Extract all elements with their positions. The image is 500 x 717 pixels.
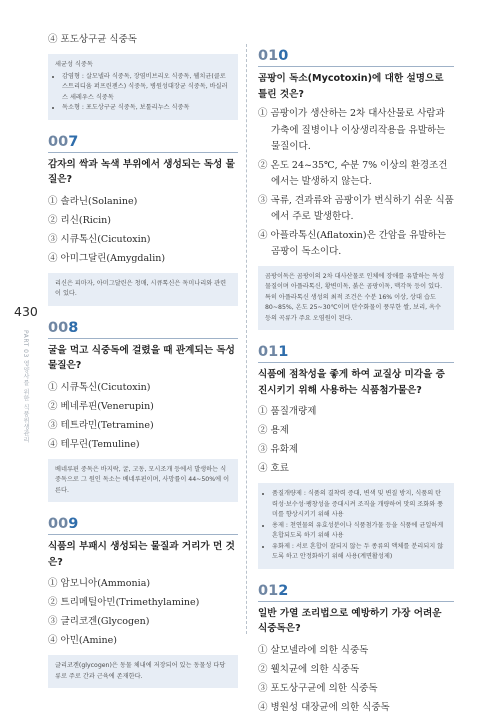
- question-text: 곰팡이 독소(Mycotoxin)에 대한 설명으로 틀린 것은?: [258, 73, 444, 100]
- column-divider: [246, 44, 247, 634]
- question-text: 굴을 먹고 식중독에 걸렸을 때 관계되는 독성물질은?: [48, 344, 235, 371]
- option: ② 베네루핀(Venerupin): [48, 400, 154, 412]
- question-number: [258, 583, 454, 602]
- page-number: 430: [14, 304, 38, 319]
- question-number: [48, 134, 238, 153]
- explanation-box: 리신은 피마자, 아미그달린은 청매, 시큐톡신은 독미나리와 관련이 있다.: [48, 273, 238, 306]
- option: ④ 아민(Amine): [48, 635, 117, 646]
- explanation-item: • 감염형 : 살모넬라 식중독, 장염비브리오 식중독, 웰치균(클로스트리디움 퍼프린젠스) 식중독, 병원성대장균 식중독, 바실러스 세레우스 식중독: [62, 72, 231, 104]
- option: ① 곰팡이가 생산하는 2차 대사산물로 사람과 가축에 질병이나 이상생리작용을 유발하는 물질이다.: [258, 108, 446, 152]
- question-number-head: 01: [258, 48, 279, 64]
- option: ② 트리메틸아민(Trimethylamine): [48, 597, 200, 608]
- option: ④ 포도상구균 식중독: [48, 34, 137, 45]
- option: ④ 병원성 대장균에 의한 식중독: [258, 701, 390, 713]
- question-text: 식품의 부패시 생성되는 물질과 거리가 먼 것은?: [48, 541, 235, 568]
- question-number-head: 00: [48, 319, 69, 336]
- question-number-tail: 7: [68, 133, 79, 150]
- option: ③ 테트라민(Tetramine): [48, 419, 154, 431]
- part-label: PART 03 영양사를 위한 식품위생관리: [22, 330, 29, 443]
- left-column: [48, 30, 238, 688]
- option: ① 살모넬라에 의한 식중독: [258, 644, 369, 656]
- explanation-box: 곰팡이독은 곰팡이의 2차 대사산물로 인체에 장애를 유발하는 독성물질이며 아플라톡신, 황변미독, 붉은 곰팡이독, 맥각독 등이 있다. 특히 아플라톡신 생성의 최적 조건은 수분 16% 이상, 상대 습도 80~85%, 온도 25~30℃이며 탄수화물이 풍부한 쌀, 보리, 옥수 등의 곡류가 주요 오염원이 된다.: [258, 266, 454, 331]
- option: ① 솔라닌(Solanine): [48, 195, 138, 207]
- question-number-tail: 9: [68, 516, 79, 532]
- option: ② 리신(Ricin): [48, 214, 111, 226]
- option: ③ 시큐톡신(Cicutoxin): [48, 233, 151, 245]
- question-number-tail: 2: [278, 582, 289, 599]
- question-number-head: 01: [258, 582, 279, 599]
- explanation-item: • 독소형 : 포도상구균 식중독, 보툴리누스 식중독: [62, 103, 231, 114]
- right-column: [258, 30, 454, 717]
- question-number-head: 00: [48, 516, 69, 532]
- question-number-tail: 1: [278, 344, 289, 360]
- option: ③ 유화제: [258, 444, 299, 455]
- question-number-tail: 0: [278, 48, 289, 64]
- explanation-list: [55, 72, 231, 114]
- explanation-title: 세균성 식중독: [55, 61, 93, 68]
- question-number-head: 01: [258, 344, 279, 360]
- explanation-item: • 용제 : 천연물의 유효성분이나 식품첨가물 등을 식품에 균일하게 혼합되도록 하기 위해 사용: [272, 521, 447, 542]
- explanation-item: • 품질개량제 : 식품의 결착력 증대, 변색 및 변질 방지, 식품의 탄력성·보수성·팽창성을 증대시켜 조직을 개량하여 맛의 조화와 풍미를 향상시키기 위해 사용: [272, 489, 447, 521]
- question-text: 감자의 싹과 녹색 부위에서 생성되는 독성 물질은?: [48, 158, 235, 185]
- question-text: 일반 가열 조리법으로 예방하기 가장 어려운 식중독은?: [258, 607, 442, 634]
- option: ③ 포도상구균에 의한 식중독: [258, 682, 378, 694]
- question-text: 식품에 점착성을 좋게 하여 교질상 미각을 증진시키기 위해 사용하는 식품첨가물은?: [258, 369, 445, 396]
- question-number: [48, 320, 238, 339]
- explanation-box: [48, 54, 238, 120]
- question-number: [48, 516, 238, 535]
- option: ② 용제: [258, 425, 289, 436]
- explanation-box: 글리코겐(glycogen)은 동물 체내에 저장되어 있는 동물성 다당류로 주로 간과 근육에 존재한다.: [48, 655, 238, 688]
- explanation-list: [265, 489, 447, 563]
- explanation-box: [258, 483, 454, 569]
- explanation-item: • 유화제 : 서로 혼합이 잘되지 않는 두 종류의 액체를 분리되지 않도록 하고 안정화하기 위해 사용(계면활성제): [272, 542, 447, 563]
- option: ② 온도 24~35℃, 수분 7% 이상의 환경조건에서는 발생하지 않는다.: [258, 159, 448, 187]
- options-grid: [258, 402, 454, 478]
- option: ④ 호료: [258, 463, 289, 474]
- option: ④ 아미그달린(Amygdalin): [48, 252, 166, 264]
- option: ④ 테무린(Temuline): [48, 438, 140, 450]
- option: ③ 글리코겐(Glycogen): [48, 616, 150, 627]
- option: ① 시큐톡신(Cicutoxin): [48, 381, 151, 393]
- question-number: [258, 344, 454, 363]
- question-number-tail: 8: [68, 319, 79, 336]
- option: ② 웰치균에 의한 식중독: [258, 663, 360, 675]
- question-number: [258, 48, 454, 67]
- option: ① 암모니아(Ammonia): [48, 578, 151, 589]
- option: ① 품질개량제: [258, 406, 317, 417]
- question-number-head: 00: [48, 133, 69, 150]
- option: ③ 곡류, 견과류와 곰팡이가 번식하기 쉬운 식품에서 주로 발생한다.: [258, 194, 454, 222]
- option: ④ 아플라톡신(Aflatoxin)은 간암을 유발하는 곰팡이 독소이다.: [258, 229, 447, 257]
- explanation-box: 베네루핀 중독은 바지락, 굴, 고동, 모시조개 등에서 발생하는 식중독으로 그 원인 독소는 베네루핀이며, 사망률이 44~50%에 이른다.: [48, 459, 238, 503]
